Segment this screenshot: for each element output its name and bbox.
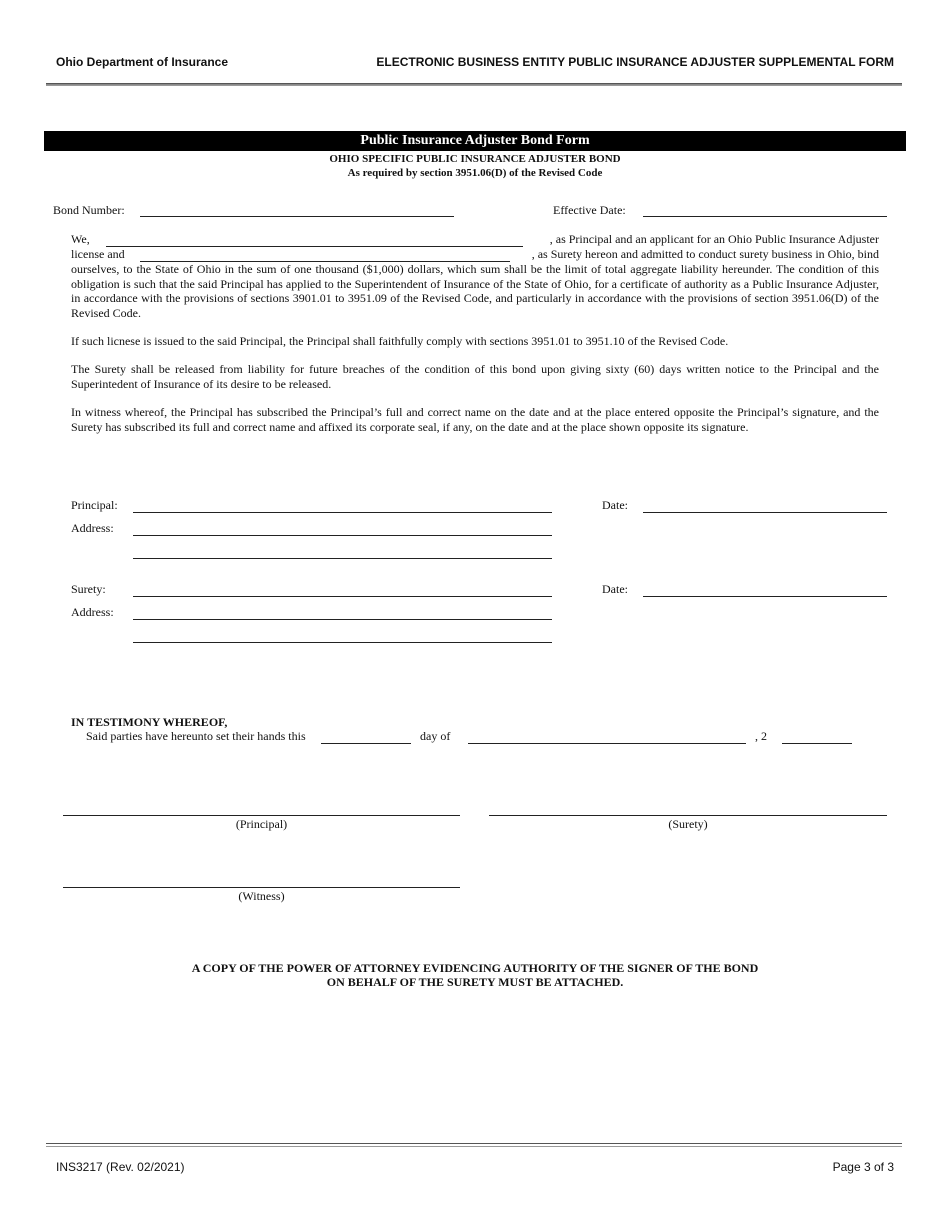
month-field[interactable]	[468, 743, 746, 744]
surety-date-field[interactable]	[643, 596, 887, 597]
testimony-heading: IN TESTIMONY WHEREOF,	[71, 715, 228, 729]
agency-name: Ohio Department of Insurance	[56, 55, 229, 69]
we-label: We,	[71, 232, 90, 246]
surety-field[interactable]	[133, 596, 552, 597]
page-title: Public Insurance Adjuster Bond Form	[44, 131, 906, 151]
year-field[interactable]	[782, 743, 852, 744]
day-of-label: day of	[420, 729, 451, 743]
surety-address-field-2[interactable]	[133, 642, 552, 643]
surety-address-label: Address:	[71, 605, 114, 619]
principal-date-label: Date:	[602, 498, 628, 512]
principal-address-label: Address:	[71, 521, 114, 535]
footer-divider-secondary	[46, 1146, 902, 1147]
as-surety-text: , as Surety hereon and admitted to conduct surety business in Ohio, bind	[531, 247, 879, 261]
principal-field[interactable]	[133, 512, 552, 513]
witness-signature-line[interactable]	[63, 887, 460, 888]
surety-address-field-1[interactable]	[133, 619, 552, 620]
witness-paragraph: In witness whereof, the Principal has subscribed the Principal’s full and correct name on the date and at the place entered opposite the Principal’s signature, and the Surety has subscribed its full and correct name and affixed its corporate seal, if any, on the date and at the place shown opposite its signature.	[71, 405, 879, 434]
principal-address-field-2[interactable]	[133, 558, 552, 559]
header-divider-secondary	[46, 85, 902, 86]
principal-label: Principal:	[71, 498, 118, 512]
surety-signature-caption: (Surety)	[668, 817, 708, 831]
power-of-attorney-notice-line-1: A COPY OF THE POWER OF ATTORNEY EVIDENCING AUTHORITY OF THE SIGNER OF THE BOND	[191, 961, 759, 975]
surety-signature-line[interactable]	[489, 815, 887, 816]
bond-number-field[interactable]	[140, 216, 454, 217]
release-paragraph: The Surety shall be released from liability for future breaches of the condition of this bond upon giving sixty (60) days written notice to the Principal and the Superintedent of Insurance of its desire to be released.	[71, 362, 879, 391]
day-field[interactable]	[321, 743, 411, 744]
bond-subtitle: OHIO SPECIFIC PUBLIC INSURANCE ADJUSTER BOND	[329, 153, 621, 165]
bond-statute-subtitle: As required by section 3951.06(D) of the Revised Code	[347, 167, 603, 179]
principal-name-field[interactable]	[106, 246, 523, 247]
principal-signature-line[interactable]	[63, 815, 460, 816]
principal-date-field[interactable]	[643, 512, 887, 513]
form-id: INS3217 (Rev. 02/2021)	[56, 1160, 185, 1174]
bond-number-label: Bond Number:	[53, 203, 125, 217]
power-of-attorney-notice-line-2: ON BEHALF OF THE SURETY MUST BE ATTACHED.	[326, 975, 624, 989]
compliance-paragraph: If such licnese is issued to the said Principal, the Principal shall faithfully comply with sections 3951.01 to 3951.10 of the Revised Code.	[71, 334, 729, 348]
effective-date-label: Effective Date:	[553, 203, 626, 217]
as-principal-text: , as Principal and an applicant for an Ohio Public Insurance Adjuster	[549, 232, 879, 246]
effective-date-field[interactable]	[643, 216, 887, 217]
footer-divider	[46, 1143, 902, 1144]
testimony-text: Said parties have hereunto set their hands this	[86, 729, 306, 743]
surety-date-label: Date:	[602, 582, 628, 596]
surety-label: Surety:	[71, 582, 106, 596]
form-title: ELECTRONIC BUSINESS ENTITY PUBLIC INSURANCE ADJUSTER SUPPLEMENTAL FORM	[376, 55, 894, 69]
year-prefix: , 2	[755, 729, 767, 743]
principal-signature-caption: (Principal)	[235, 817, 288, 831]
bond-condition-paragraph: ourselves, to the State of Ohio in the sum of one thousand ($1,000) dollars, which sum shall be the limit of total aggregate liability hereunder. The condition of this obligation is such that the said Principal has applied to the Superintendent of Insurance of the State of Ohio, for a certificate of authority as a Public Insurance Adjuster, in accordance with the provisions of sections 3901.01 to 3951.09 of the Revised Code, and particularly in accordance with the provisions of section 3951.06(D) of the Revised Code.	[71, 262, 879, 320]
page-number: Page 3 of 3	[832, 1160, 894, 1174]
license-and-label: license and	[71, 247, 125, 261]
principal-address-field-1[interactable]	[133, 535, 552, 536]
witness-signature-caption: (Witness)	[238, 889, 285, 903]
